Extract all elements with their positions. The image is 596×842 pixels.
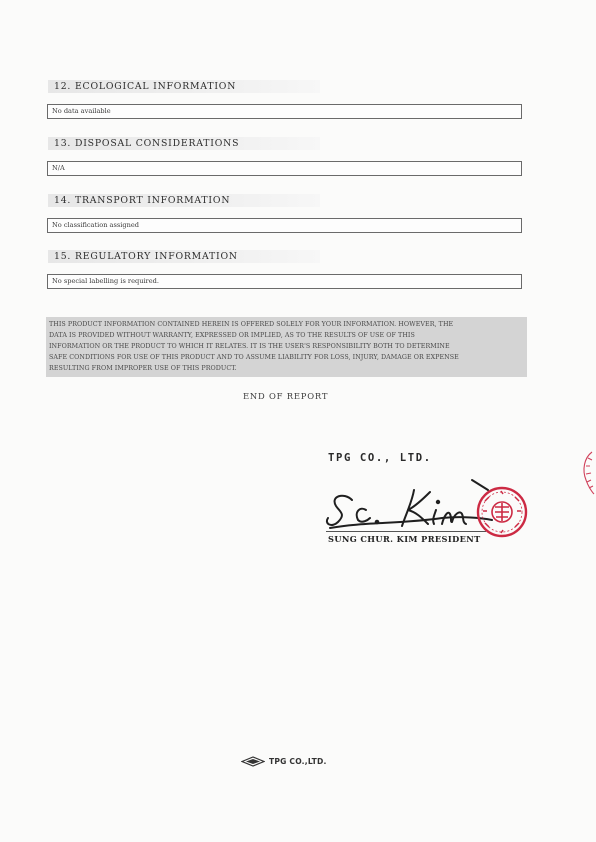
signature-line [326, 531, 486, 532]
disclaimer-block [46, 317, 527, 377]
company-seal-stamp [475, 485, 529, 539]
section-13-content: N/A [47, 161, 522, 176]
footer-company-name: TPG CO.,LTD. [269, 757, 327, 766]
handwritten-signature [322, 478, 497, 533]
disclaimer-line: DATA IS PROVIDED WITHOUT WARRANTY, EXPRESSED OR IMPLIED, AS TO THE RESULTS OF USE OF THIS [49, 332, 415, 339]
disclaimer-line: RESULTING FROM IMPROPER USE OF THIS PRODUCT. [49, 365, 237, 372]
section-14-heading: 14. TRANSPORT INFORMATION [48, 194, 320, 207]
disclaimer-line: INFORMATION OR THE PRODUCT TO WHICH IT RELATES. IT IS THE USER'S RESPONSIBILITY BOTH TO DETERMINE [49, 343, 450, 350]
section-12-heading: 12. ECOLOGICAL INFORMATION [48, 80, 320, 93]
footer [241, 756, 327, 767]
section-12-content: No data available [47, 104, 522, 119]
tpg-diamond-logo-icon [241, 756, 265, 767]
section-15-heading: 15. REGULATORY INFORMATION [48, 250, 320, 263]
partial-seal-stamp [578, 450, 596, 496]
disclaimer-line: THIS PRODUCT INFORMATION CONTAINED HEREIN IS OFFERED SOLELY FOR YOUR INFORMATION. HOWEVER, THE [49, 321, 454, 328]
section-15-content: No special labelling is required. [47, 274, 522, 289]
section-13-heading: 13. DISPOSAL CONSIDERATIONS [48, 137, 320, 150]
company-name: TPG CO., LTD. [328, 452, 432, 464]
section-14-content: No classification assigned [47, 218, 522, 233]
end-of-report: END OF REPORT [243, 391, 329, 401]
disclaimer-line: SAFE CONDITIONS FOR USE OF THIS PRODUCT AND TO ASSUME LIABILITY FOR LOSS, INJURY, DAMAGE OR EXPENSE [49, 354, 459, 361]
signatory-name: SUNG CHUR. KIM PRESIDENT [328, 534, 481, 544]
